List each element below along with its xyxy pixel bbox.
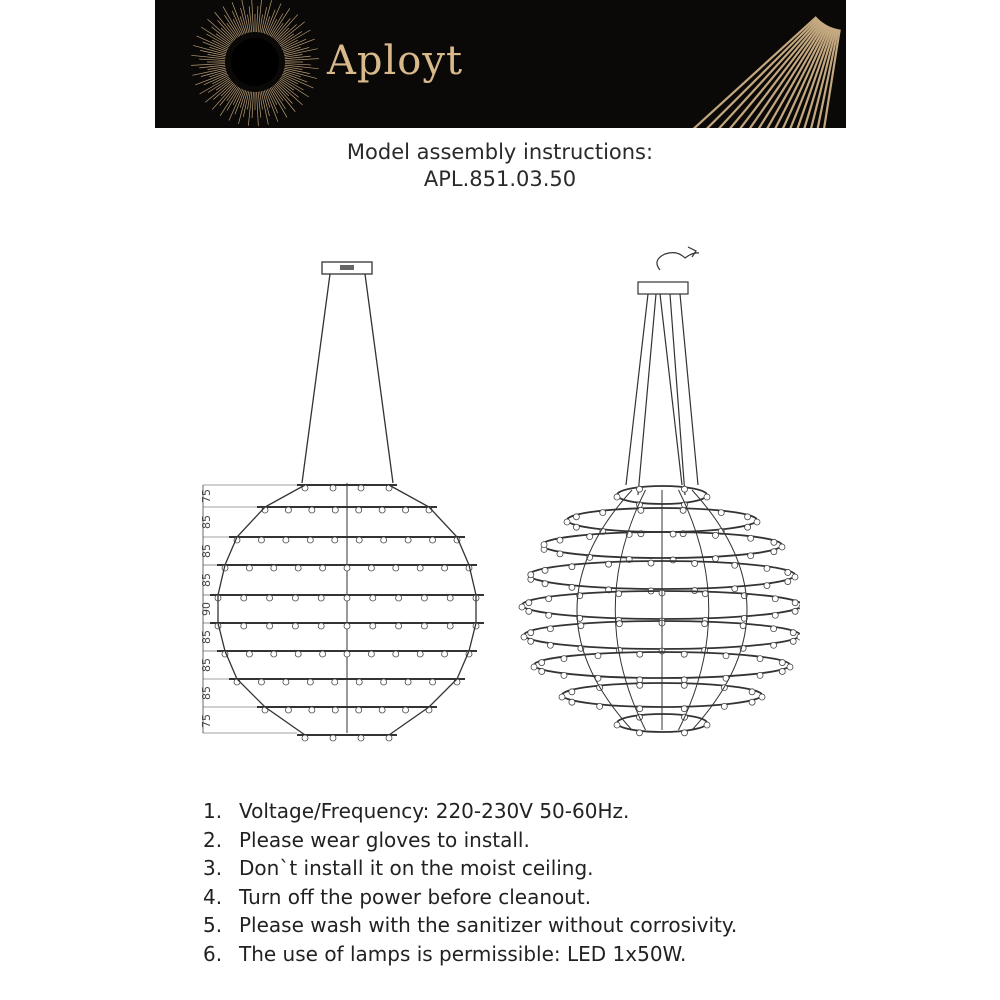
dimension-labels [200,485,297,733]
dimension-label: 85 [200,686,213,700]
instruction-text: Turn off the power before cleanout. [239,884,592,909]
instruction-text: The use of lamps is permissible: LED 1x50W. [239,941,687,966]
instruction-text: Please wear gloves to install. [239,827,530,852]
instruction-number: 6. [203,941,223,966]
instruction-item [203,940,737,969]
dimension-label: 90 [200,602,213,616]
instruction-item [203,883,737,912]
dimension-label: 85 [200,515,213,529]
assembly-drawing [190,245,800,765]
instruction-text: Please wash with the sanitizer without corrosivity. [239,913,738,937]
front-view-drawing [210,262,484,741]
instruction-number: 5. [203,913,223,937]
instruction-number: 4. [203,884,223,909]
instruction-number: 3. [203,856,223,880]
dimension-label: 75 [200,489,213,503]
instruction-number: 1. [203,799,223,823]
dimension-label: 85 [200,658,213,672]
instruction-item [203,826,737,855]
instruction-text: Voltage/Frequency: 220-230V 50-60Hz. [239,799,630,823]
instruction-list [203,797,737,968]
page-title: Model assembly instructions: [346,140,654,164]
brand-name: Aployt [327,38,464,84]
instruction-item [203,797,737,826]
dimension-label: 85 [200,544,213,558]
sunburst-logo [155,0,846,128]
model-number: APL.851.03.50 [423,167,577,191]
instruction-text: Don`t install it on the moist ceiling. [239,856,594,880]
dimension-label: 75 [200,714,213,728]
dimension-label: 85 [200,630,213,644]
instruction-item [203,911,737,940]
perspective-view-drawing [519,247,800,736]
instruction-number: 2. [203,827,223,852]
instruction-item [203,854,737,883]
dimension-label: 85 [200,573,213,587]
brand-banner [155,0,846,128]
